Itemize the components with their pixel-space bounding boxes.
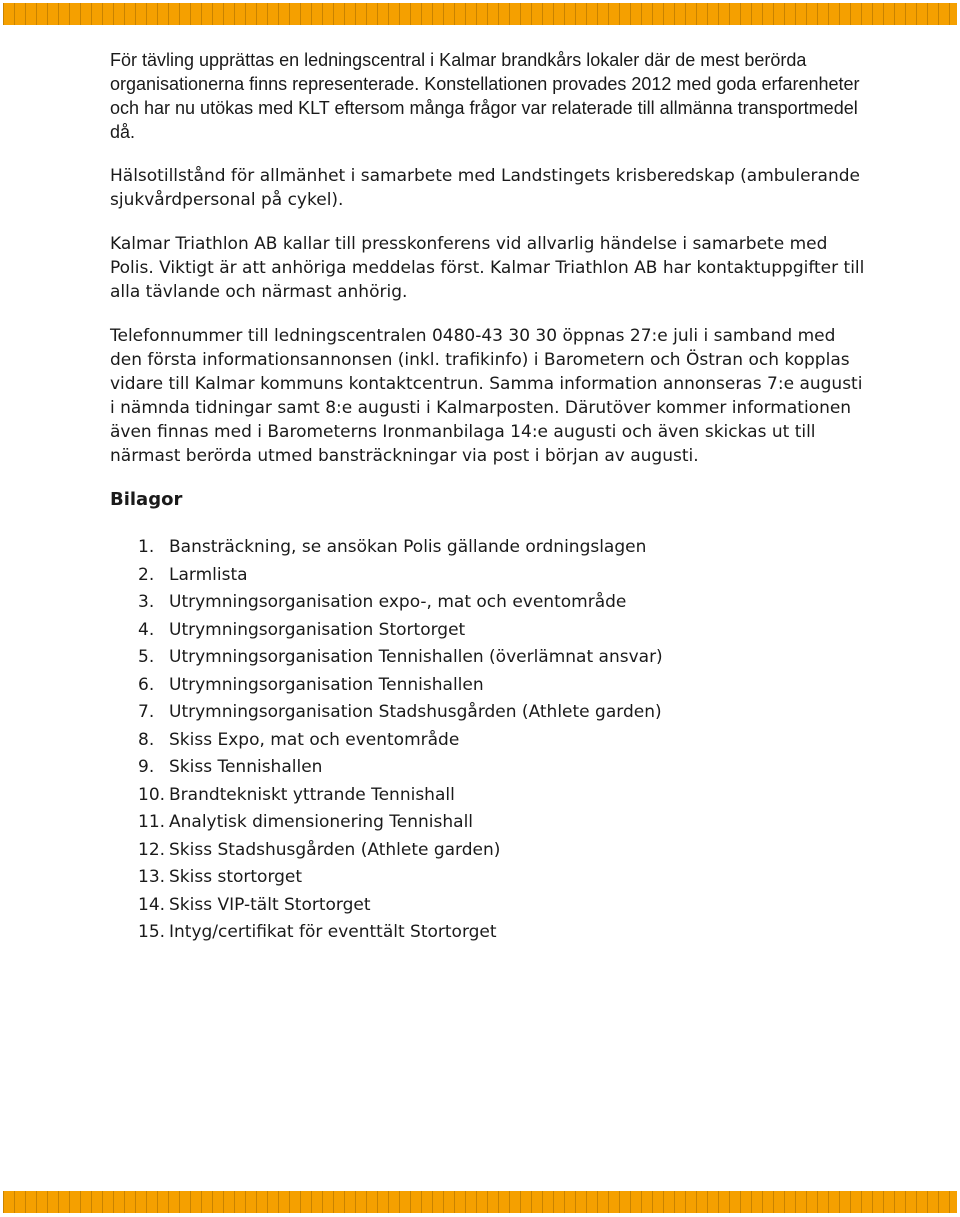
list-number: 10. (138, 784, 166, 805)
section-heading: Bilagor (110, 489, 183, 510)
list-item (138, 837, 870, 865)
list-item (138, 589, 870, 617)
list-text: Skiss VIP-tält Stortorget (169, 894, 371, 915)
list-number: 9. (138, 757, 155, 777)
list-text: Bansträckning, se ansökan Polis gällande ordningslagen (169, 537, 647, 557)
list-text: Skiss stortorget (169, 867, 303, 887)
list-item (138, 919, 870, 947)
list-number: 2. (138, 564, 155, 585)
list-item (138, 809, 870, 837)
list-number: 13. (138, 867, 166, 887)
list-text: Brandtekniskt yttrande Tennishall (169, 784, 455, 805)
list-item (138, 864, 870, 892)
list-item (138, 562, 870, 590)
paragraph-halsotillstand: Hälsotillstånd för allmänhet i samarbete med Landstingets krisberedskap (ambulerande sjukvårdpersonal på cykel). (110, 166, 860, 210)
list-number: 15. (138, 922, 166, 942)
paragraph-telefonnummer: Telefonnummer till ledningscentralen 0480-43 30 30 öppnas 27:e juli i samband med den första informationsannonsen (inkl. trafikinfo) i Barometern och Östran och kopplas vidare till Kalmar kommuns kontaktcentrun. Samma information annonseras 7:e augusti i nämnda tidningar samt 8:e augusti i Kalmarposten. Därutöver kommer informationen även finnas med i Barometerns Ironmanbilaga 14:e augusti och även skickas ut till närmast berörda utmed bansträckningar via post i början av augusti. (110, 326, 863, 466)
list-item (138, 672, 870, 700)
list-item (138, 644, 870, 672)
list-item (138, 699, 870, 727)
list-item (138, 534, 870, 562)
list-text: Utrymningsorganisation expo-, mat och eventområde (169, 592, 627, 612)
list-number: 8. (138, 729, 155, 750)
list-text: Larmlista (169, 564, 248, 585)
paragraph-ledningscentral: För tävling upprättas en ledningscentral i Kalmar brandkårs lokaler där de mest berörda organisationerna finns representerade. Konstellationen provades 2012 med goda erfarenheter och har nu utökas med KLT eftersom många frågor var relaterade till allmänna transportmedel då. (110, 50, 860, 142)
list-text: Utrymningsorganisation Stadshusgården (Athlete garden) (169, 702, 662, 722)
list-item (138, 782, 870, 810)
list-text: Utrymningsorganisation Tennishallen (169, 674, 484, 695)
list-number: 7. (138, 702, 155, 722)
list-number: 4. (138, 619, 155, 640)
list-text: Skiss Expo, mat och eventområde (169, 729, 460, 750)
list-item (138, 754, 870, 782)
list-number: 14. (138, 894, 166, 915)
list-text: Utrymningsorganisation Stortorget (169, 619, 466, 640)
attachment-list (110, 534, 870, 947)
list-item (138, 617, 870, 645)
list-number: 3. (138, 592, 155, 612)
list-item (138, 727, 870, 755)
list-text: Skiss Stadshusgården (Athlete garden) (169, 839, 501, 860)
header-bar (3, 3, 957, 25)
paragraph-presskonferens: Kalmar Triathlon AB kallar till presskonferens vid allvarlig händelse i samarbete med Polis. Viktigt är att anhöriga meddelas först. Kalmar Triathlon AB har kontaktuppgifter till alla tävlande och närmast anhörig. (110, 234, 865, 302)
list-number: 1. (138, 537, 155, 557)
list-text: Intyg/certifikat för eventtält Stortorget (169, 922, 497, 942)
list-text: Analytisk dimensionering Tennishall (169, 812, 474, 832)
list-item (138, 892, 870, 920)
list-number: 6. (138, 674, 155, 695)
list-text: Skiss Tennishallen (169, 757, 323, 777)
footer-bar (3, 1191, 957, 1213)
list-text: Utrymningsorganisation Tennishallen (överlämnat ansvar) (169, 647, 663, 667)
document-body (110, 48, 870, 947)
list-number: 5. (138, 647, 155, 667)
list-number: 12. (138, 839, 166, 860)
list-number: 11. (138, 812, 166, 832)
